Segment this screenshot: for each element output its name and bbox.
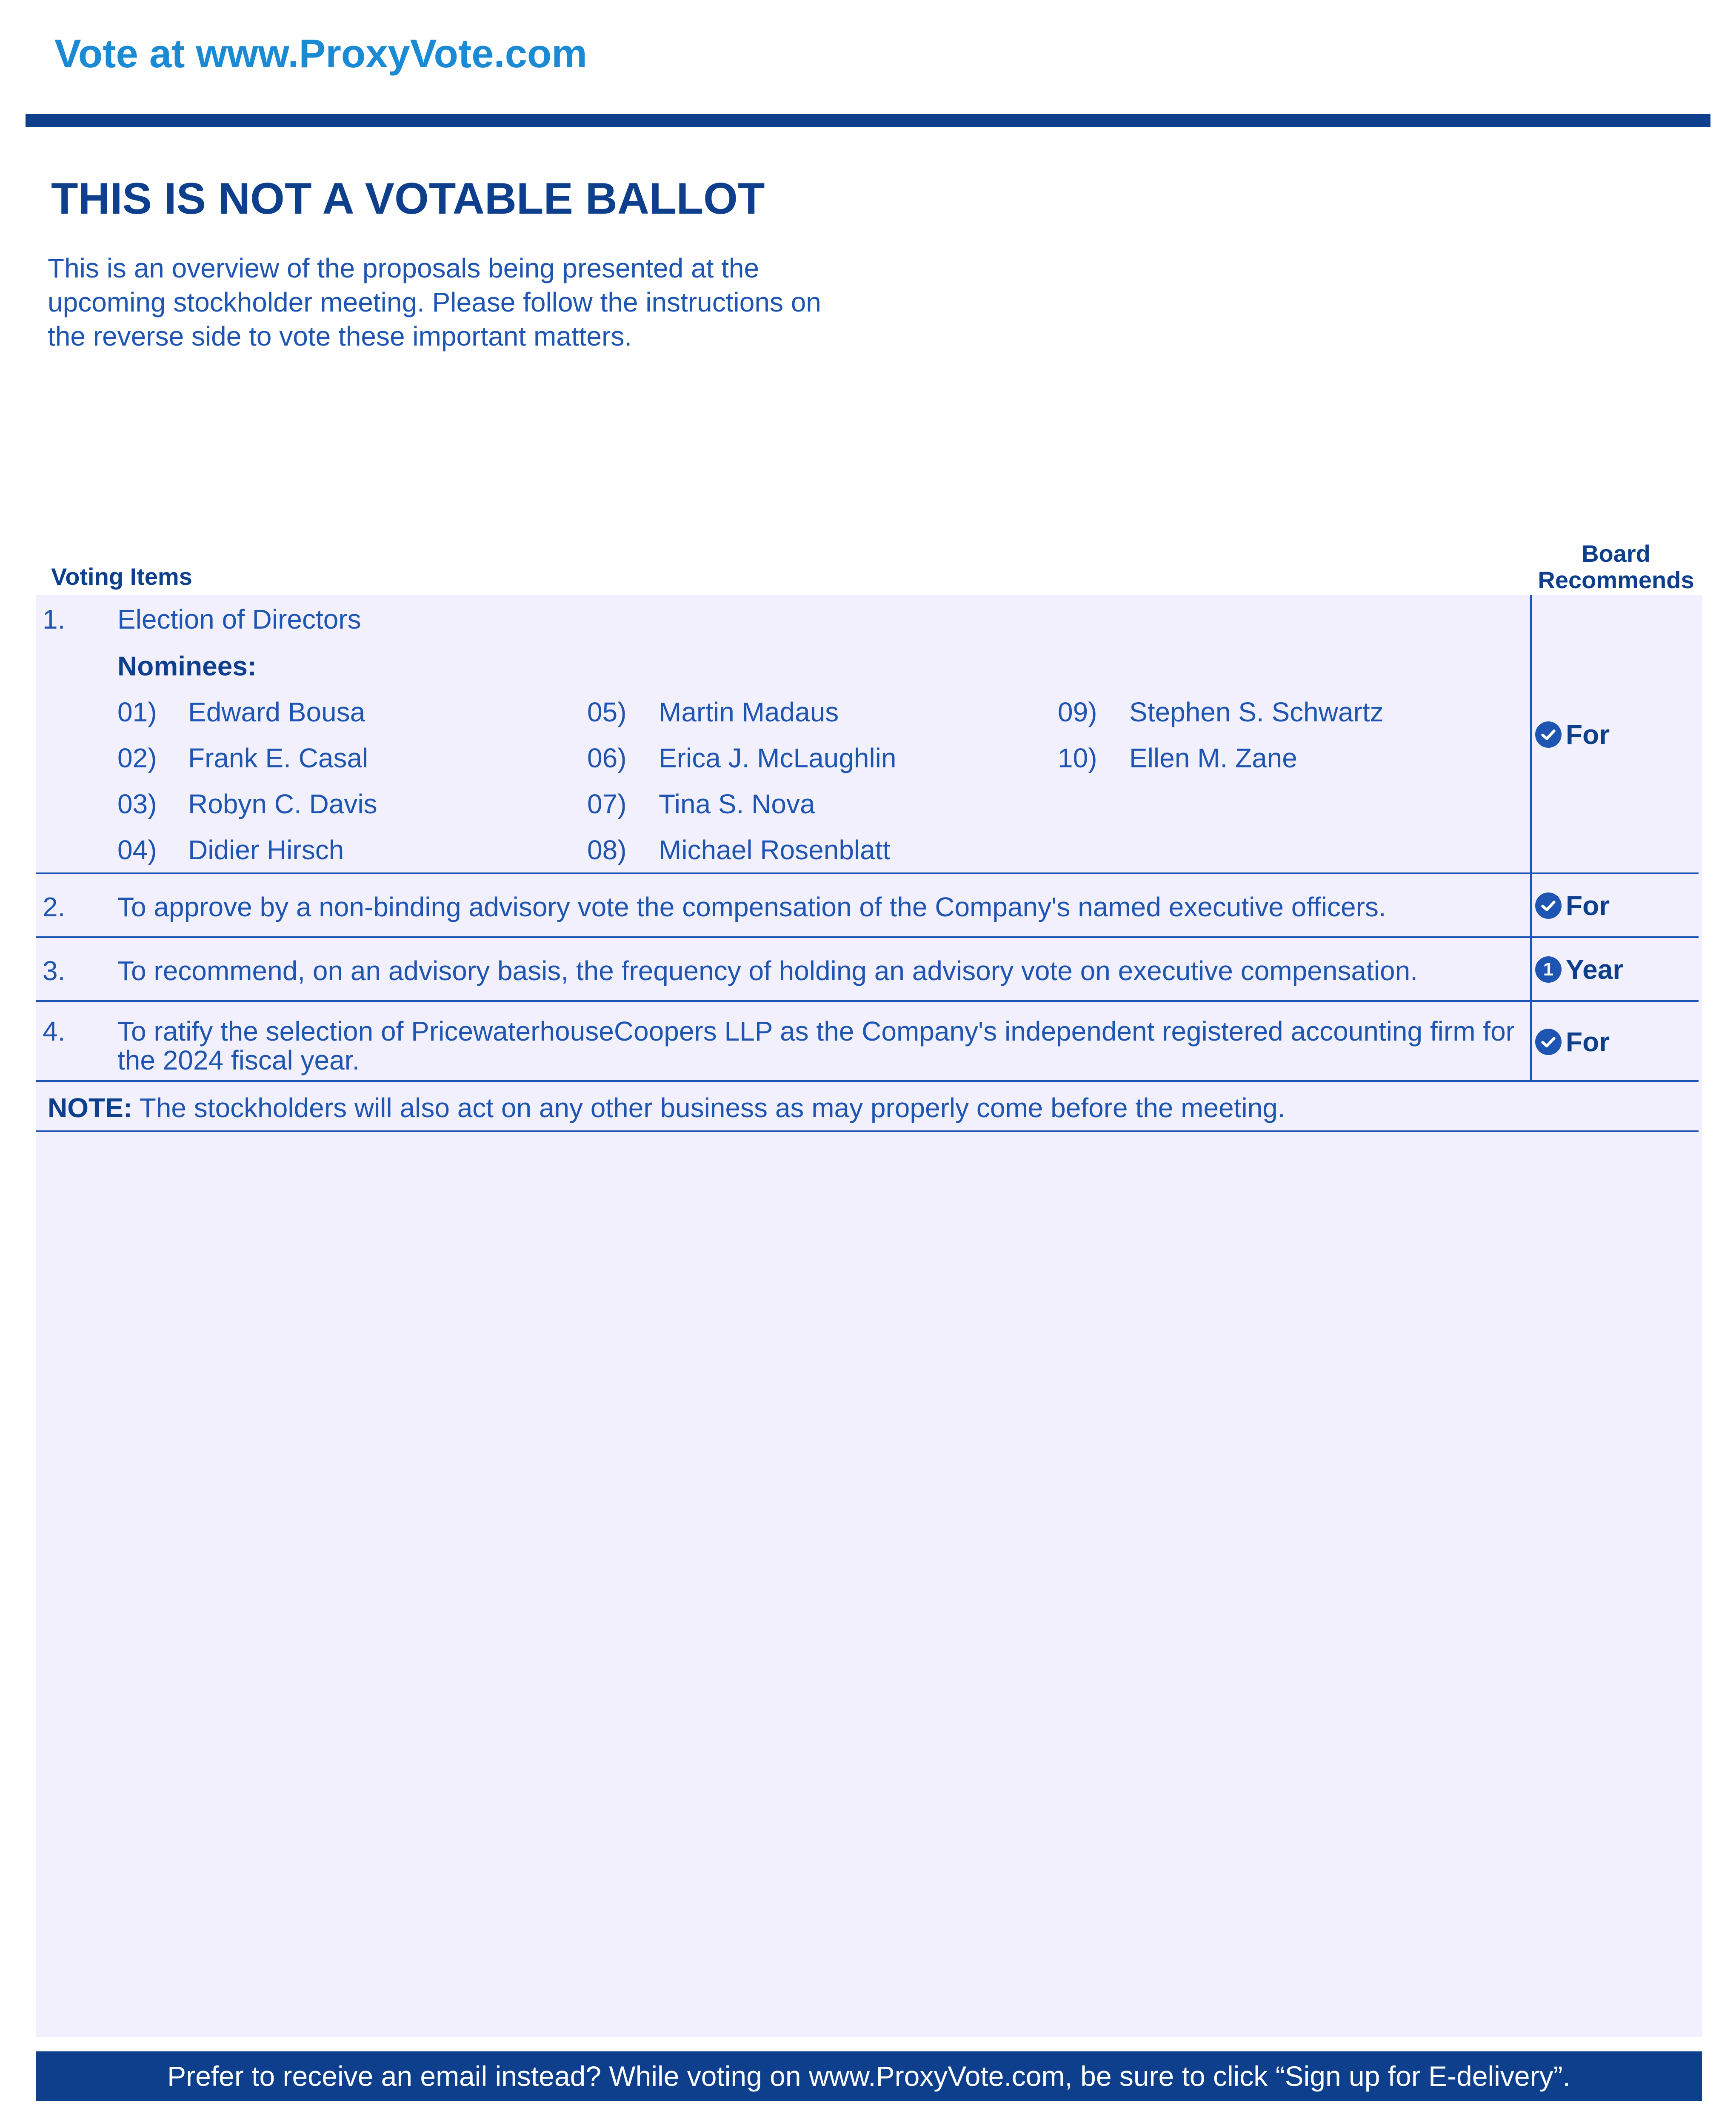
row-divider	[36, 1080, 1699, 1082]
nominee-number: 07)	[587, 789, 627, 819]
item-number: 4.	[43, 1016, 66, 1047]
nominees-label: Nominees:	[117, 651, 257, 681]
intro-line: the reverse side to vote these important matters.	[48, 321, 632, 352]
number-one-circle-icon: 1	[1535, 956, 1562, 983]
note-line	[48, 1092, 1285, 1124]
board-recommendation: For	[1535, 1025, 1610, 1059]
intro-paragraph	[48, 251, 899, 353]
recommendation-column-divider	[1530, 595, 1532, 1081]
voting-items-header: Voting Items	[51, 563, 192, 590]
intro-line: upcoming stockholder meeting. Please follow the instructions on	[48, 287, 821, 317]
note-text: The stockholders will also act on any other business as may properly come before the meeting.	[132, 1093, 1285, 1123]
nominee-name: Didier Hirsch	[188, 835, 344, 865]
item-text: To ratify the selection of PricewaterhouseCoopers LLP as the Company's independent registered accounting firm for	[117, 1016, 1515, 1047]
nominee-name: Frank E. Casal	[188, 743, 368, 773]
item-text: the 2024 fiscal year.	[117, 1045, 360, 1075]
not-votable-ballot-title: THIS IS NOT A VOTABLE BALLOT	[51, 174, 765, 223]
item-text: Election of Directors	[117, 604, 361, 635]
nominee-number: 10)	[1058, 743, 1097, 773]
board-recommendation: For	[1535, 718, 1610, 752]
row-divider	[36, 1130, 1699, 1132]
item-number: 1.	[43, 604, 66, 635]
nominee-number: 02)	[117, 743, 157, 773]
top-divider	[26, 114, 1710, 127]
board-recommends-header: Board Recommends	[1538, 540, 1694, 593]
item-number: 2.	[43, 892, 66, 922]
nominee-number: 06)	[587, 743, 627, 773]
item-number: 3.	[43, 955, 66, 986]
nominee-name: Robyn C. Davis	[188, 789, 377, 819]
nominee-number: 08)	[587, 835, 627, 865]
nominee-number: 04)	[117, 835, 157, 865]
row-divider	[36, 936, 1699, 938]
row-divider	[36, 872, 1699, 874]
item-text: To approve by a non-binding advisory vote the compensation of the Company's named executive officers.	[117, 892, 1386, 922]
nominee-number: 09)	[1058, 697, 1097, 727]
nominee-name: Stephen S. Schwartz	[1129, 697, 1384, 727]
check-circle-icon	[1535, 721, 1562, 748]
intro-line: This is an overview of the proposals being presented at the	[48, 253, 760, 283]
item-text: To recommend, on an advisory basis, the frequency of holding an advisory vote on executive compensation.	[117, 955, 1418, 986]
note-label: NOTE:	[48, 1093, 133, 1123]
nominee-name: Tina S. Nova	[659, 789, 815, 819]
board-recommendation: For	[1535, 889, 1610, 923]
row-divider	[36, 1000, 1699, 1002]
e-delivery-banner	[36, 2051, 1702, 2101]
nominee-name: Ellen M. Zane	[1129, 743, 1297, 773]
check-circle-icon	[1535, 1029, 1562, 1055]
nominee-name: Edward Bousa	[188, 697, 365, 727]
nominee-number: 03)	[117, 789, 157, 819]
check-circle-icon	[1535, 892, 1562, 919]
nominee-name: Erica J. McLaughlin	[659, 743, 897, 773]
vote-url-heading: Vote at www.ProxyVote.com	[54, 31, 587, 76]
nominee-name: Martin Madaus	[659, 697, 839, 727]
nominee-number: 05)	[587, 697, 627, 727]
board-recommendation: 1 Year	[1535, 952, 1623, 987]
nominee-number: 01)	[117, 697, 157, 727]
nominee-name: Michael Rosenblatt	[659, 835, 891, 865]
e-delivery-text: Prefer to receive an email instead? While voting on www.ProxyVote.com, be sure to click “Sign up for E-delivery”.	[167, 2060, 1570, 2092]
